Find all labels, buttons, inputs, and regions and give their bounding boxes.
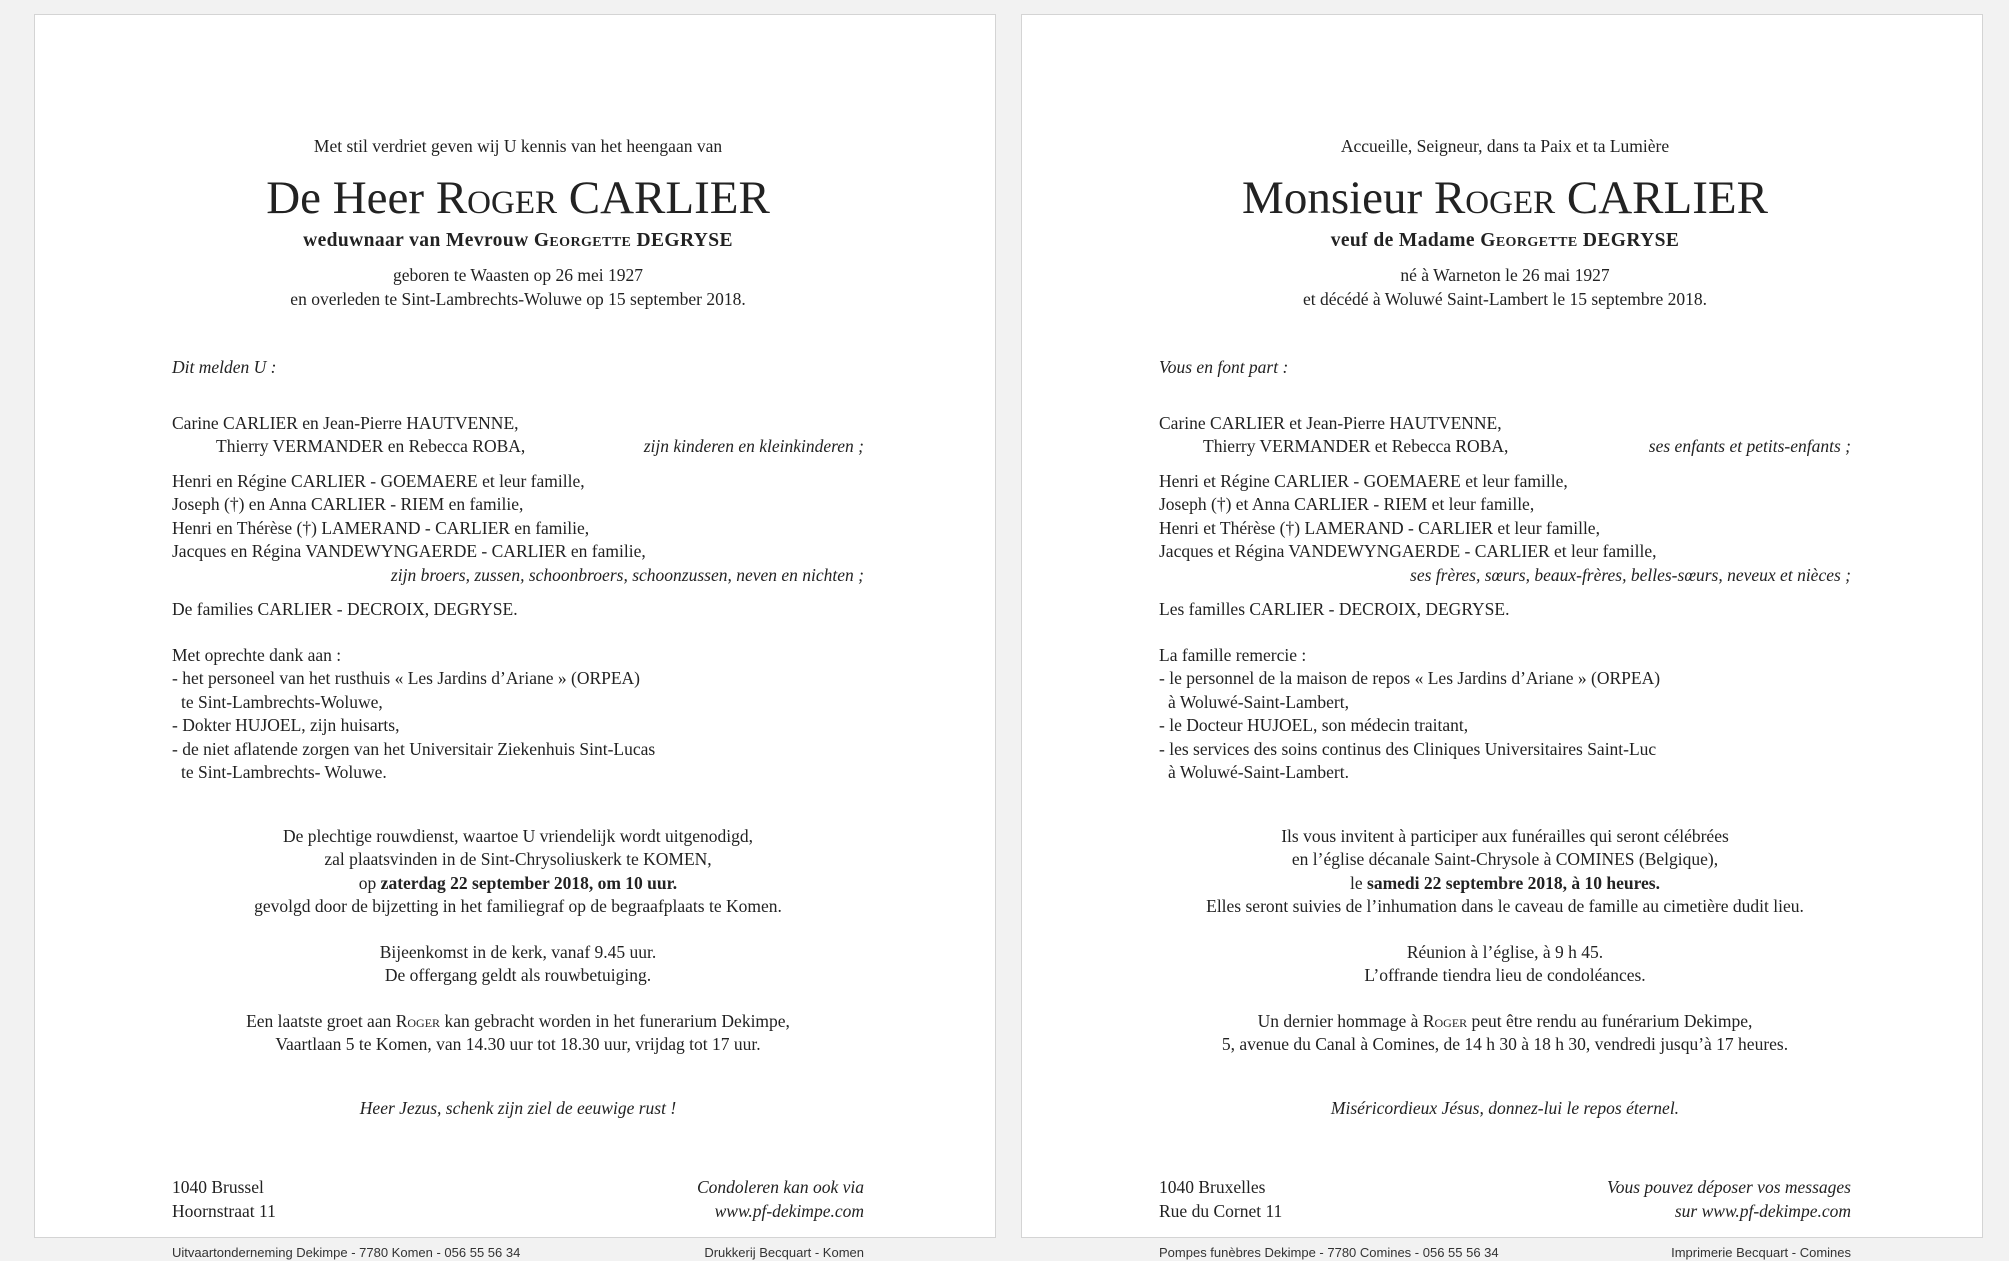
printer-name: Drukkerij Becquart - Komen [704,1245,864,1260]
died-line: en overleden te Sint-Lambrechts-Woluwe op 15 september 2018. [290,288,746,309]
list-item: Jacques et Régina VANDEWYNGAERDE - CARLIER et leur famille, [1159,541,1657,561]
thanks-block: Met oprechte dank aan : - het personeel van het rusthuis « Les Jardins d’Ariane » (ORPEA) te Sint-Lambrechts-Woluwe, - Dokter HUJOEL, zijn huisarts, - de niet aflatende zorgen van het Universitair Ziekenhuis Sint-Lucas te Sint-Lambrechts- Woluwe. [172,644,656,782]
siblings-block [1159,470,1851,588]
list-item: Joseph (†) et Anna CARLIER - RIEM et leur famille, [1159,494,1535,514]
list-item: Henri et Thérèse (†) LAMERAND - CARLIER et leur famille, [1159,517,1600,538]
born-line: né à Warneton le 26 mai 1927 [1400,265,1610,285]
relation-label: zijn broers, zussen, schoonbroers, schoonzussen, neven en nichten ; [390,564,864,585]
service-date: zaterdag 22 september 2018, om 10 uur. [380,872,678,893]
announce-line: Dit melden U : [172,357,277,377]
list-item: Joseph (†) en Anna CARLIER - RIEM en familie, [172,494,524,514]
website-link[interactable]: www.pf-dekimpe.com [714,1201,864,1221]
farewell-block: Een laatste groet aan Roger kan gebracht worden in het funerarium Dekimpe, Vaartlaan 5 te Komen, van 14.30 uur tot 18.30 uur, vrijdag tot 17 uur. [246,1010,790,1054]
relation-label: zijn kinderen en kleinkinderen ; [643,436,864,456]
siblings-block [172,470,864,588]
relation-label: ses enfants et petits-enfants ; [1648,436,1851,456]
born-line: geboren te Waasten op 26 mei 1927 [392,265,643,285]
undertaker-line: Uitvaartonderneming Dekimpe - 7780 Komen - 056 55 56 34 Drukkerij Becquart - Komen [172,1245,864,1260]
widow-line: veuf de Madame Georgette DEGRYSE [1330,229,1680,251]
service-block: Ils vous invitent à participer aux funérailles qui seront célébrées en l’église décanale Saint-Chrysole à COMINES (Belgique), le samedi 22 septembre 2018, à 10 heures. Elles seront suivies de l’inhumation dans le caveau de famille au cimetière dudit lieu. [1206,825,1804,916]
died-line: et décédé à Woluwé Saint-Lambert le 15 septembre 2018. [1302,288,1708,309]
address-block: 1040 Bruxelles Rue du Cornet 11 Vous pouvez déposer vos messages sur www.pf-dekimpe.com [1159,1177,1851,1221]
list-item: Henri en Thérèse (†) LAMERAND - CARLIER en familie, [172,517,590,538]
meeting-block: Bijeenkomst in de kerk, vanaf 9.45 uur. De offergang geldt als rouwbetuiging. [379,941,657,985]
deceased-name [1159,171,1851,225]
printer-name: Imprimerie Becquart - Comines [1671,1245,1851,1260]
card-body [1159,135,1851,1120]
last-name: CARLIER [1566,171,1768,224]
service-date: samedi 22 septembre 2018, à 10 heures. [1367,872,1660,893]
families-line: De families CARLIER - DECROIX, DEGRYSE. [172,599,518,619]
website-link[interactable]: sur www.pf-dekimpe.com [1674,1201,1851,1221]
title-prefix: Monsieur [1242,171,1423,224]
obituary-card-dutch [34,14,996,1260]
intro-line: Accueille, Seigneur, dans ta Paix et ta Lumière [1340,136,1670,156]
list-item: Thierry VERMANDER et Rebecca ROBA, [1203,436,1509,456]
last-name: CARLIER [568,171,770,224]
list-item: Henri en Régine CARLIER - GOEMAERE et leur famille, [172,470,585,491]
first-name: Roger [435,171,557,224]
condolence-info: Condoleren kan ook via www.pf-dekimpe.com [696,1177,864,1221]
list-item: Henri et Régine CARLIER - GOEMAERE et leur famille, [1159,470,1568,491]
condolence-info: Vous pouvez déposer vos messages sur www.pf-dekimpe.com [1607,1177,1851,1221]
list-item: Jacques en Régina VANDEWYNGAERDE - CARLIER en familie, [172,541,646,561]
prayer-line: Miséricordieux Jésus, donnez-lui le repos éternel. [1330,1097,1680,1118]
title-prefix: De Heer [266,171,425,224]
deceased-name [172,171,864,225]
announce-line: Vous en font part : [1159,357,1289,377]
children-block [1159,412,1851,459]
farewell-block: Un dernier hommage à Roger peut être rendu au funérarium Dekimpe, 5, avenue du Canal à Comines, de 14 h 30 à 18 h 30, vendredi jusqu’à 17 heures. [1221,1010,1789,1054]
obituary-card-french [1021,14,1983,1260]
families-line: Les familles CARLIER - DECROIX, DEGRYSE. [1159,599,1510,619]
children-block [172,412,864,459]
first-name: Roger [1433,171,1556,224]
thanks-block: La famille remercie : - le personnel de la maison de repos « Les Jardins d’Ariane » (ORPEA) à Woluwé-Saint-Lambert, - le Docteur HUJOEL, son médecin traitant, - les services des soins continus des Cliniques Universitaires Saint-Luc à Woluwé-Saint-Lambert. [1159,644,1661,782]
intro-line: Met stil verdriet geven wij U kennis van het heengaan van [313,136,723,156]
list-item: Carine CARLIER et Jean-Pierre HAUTVENNE, [1159,412,1502,433]
list-item: Carine CARLIER en Jean-Pierre HAUTVENNE, [172,412,519,433]
widow-line: weduwnaar van Mevrouw Georgette DEGRYSE [303,229,733,251]
meeting-block: Réunion à l’église, à 9 h 45. L’offrande tiendra lieu de condoléances. [1364,941,1646,985]
prayer-line: Heer Jezus, schenk zijn ziel de eeuwige rust ! [359,1097,677,1118]
undertaker-line: Pompes funèbres Dekimpe - 7780 Comines - 056 55 56 34 Imprimerie Becquart - Comines [1159,1245,1851,1260]
list-item: Thierry VERMANDER en Rebecca ROBA, [216,436,526,456]
service-block: De plechtige rouwdienst, waartoe U vriendelijk wordt uitgenodigd, zal plaatsvinden in de Sint-Chrysoliuskerk te KOMEN, op zaterdag 22 september 2018, om 10 uur. gevolgd door de bijzetting in het familiegraf op de begraafplaats te Komen. [254,825,782,916]
card-body [172,135,864,1120]
address-block: 1040 Brussel Hoornstraat 11 Condoleren kan ook via www.pf-dekimpe.com [172,1177,864,1221]
relation-label: ses frères, sœurs, beaux-frères, belles-sœurs, neveux et nièces ; [1410,564,1851,585]
